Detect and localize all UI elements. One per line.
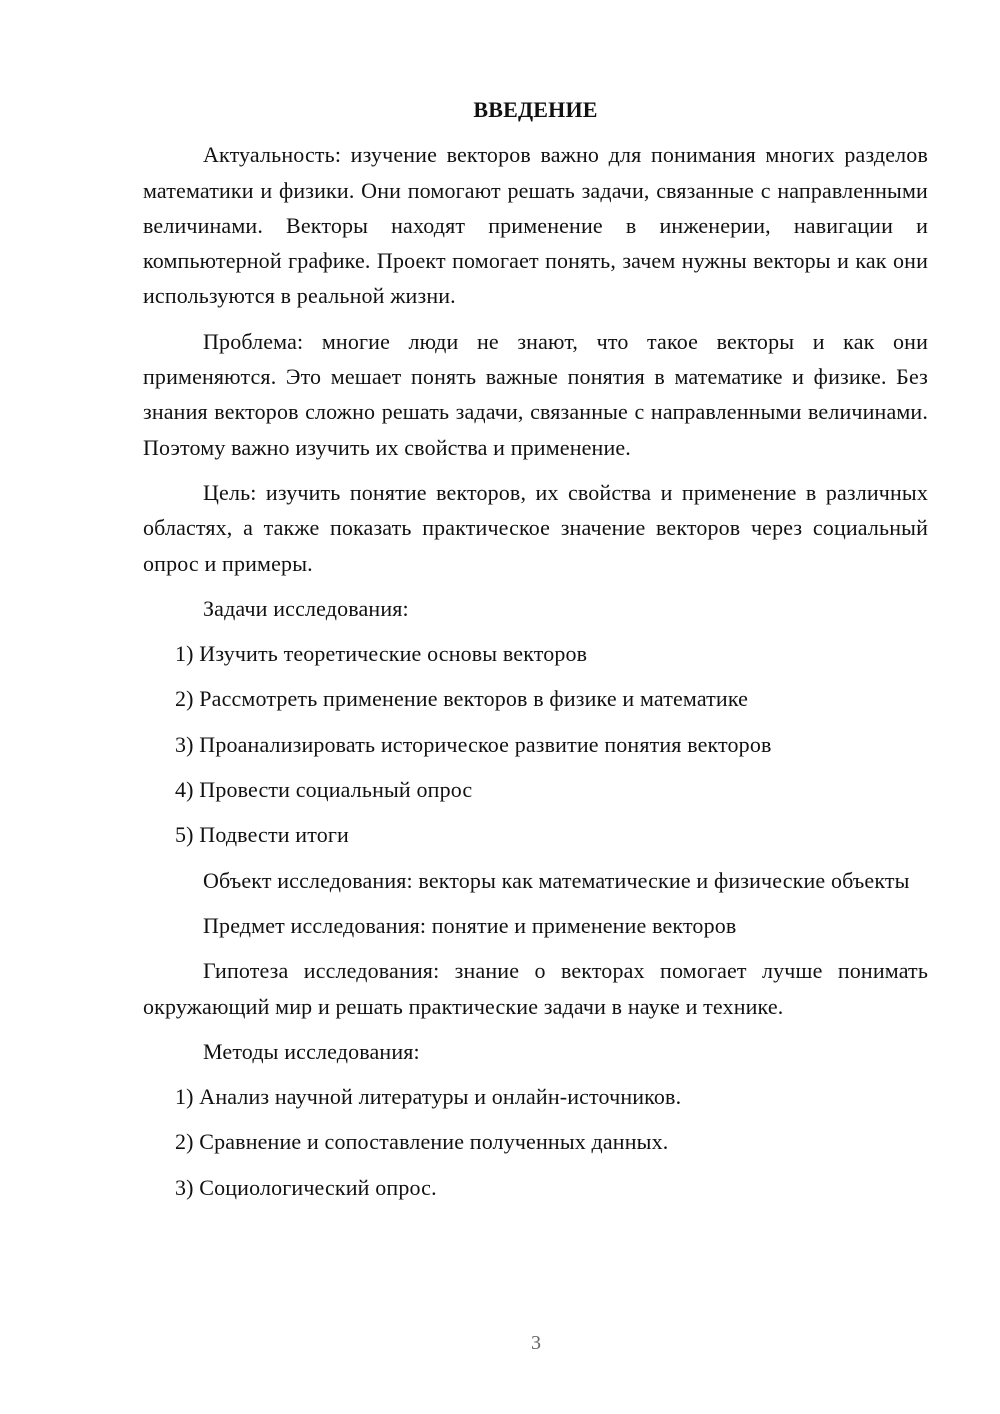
- section-title: ВВЕДЕНИЕ: [473, 97, 598, 122]
- problem-paragraph: Проблема: многие люди не знают, что такое векторы и как они применяются. Это мешает понять важные понятия в математике и физике. Без знания векторов сложно решать задачи, связанные с направленными величинами. Поэтому важно изучить их свойства и применение.: [143, 328, 928, 460]
- page-content: [143, 92, 928, 1215]
- subject-paragraph: Предмет исследования: понятие и применение векторов: [203, 912, 737, 938]
- page-number: 3: [531, 1332, 541, 1354]
- method-item-2: 2) Сравнение и сопоставление полученных данных.: [175, 1129, 669, 1155]
- method-item-1: 1) Анализ научной литературы и онлайн-источников.: [175, 1084, 682, 1110]
- hypothesis-paragraph: Гипотеза исследования: знание о векторах помогает лучше понимать окружающий мир и решать практические задачи в науке и технике.: [143, 958, 928, 1019]
- tasks-label: Задачи исследования:: [203, 595, 409, 621]
- object-paragraph: Объект исследования: векторы как математические и физические объекты: [203, 867, 910, 893]
- task-item-1: 1) Изучить теоретические основы векторов: [175, 641, 588, 667]
- relevance-paragraph: Актуальность: изучение векторов важно для понимания многих разделов математики и физики. Они помогают решать задачи, связанные с направленными величинами. Векторы находят применение в инженерии, навигации и компьютерной графике. Проект помогает понять, зачем нужны векторы и как они используются в реальной жизни.: [143, 142, 928, 309]
- task-item-3: 3) Проанализировать историческое развитие понятия векторов: [175, 731, 772, 757]
- methods-label: Методы исследования:: [203, 1038, 420, 1064]
- task-item-5: 5) Подвести итоги: [175, 822, 349, 848]
- method-item-3: 3) Социологический опрос.: [175, 1174, 437, 1200]
- task-item-4: 4) Провести социальный опрос: [175, 777, 473, 803]
- task-item-2: 2) Рассмотреть применение векторов в физике и математике: [175, 686, 749, 712]
- goal-paragraph: Цель: изучить понятие векторов, их свойства и применение в различных областях, а также показать практическое значение векторов через социальный опрос и примеры.: [143, 479, 928, 576]
